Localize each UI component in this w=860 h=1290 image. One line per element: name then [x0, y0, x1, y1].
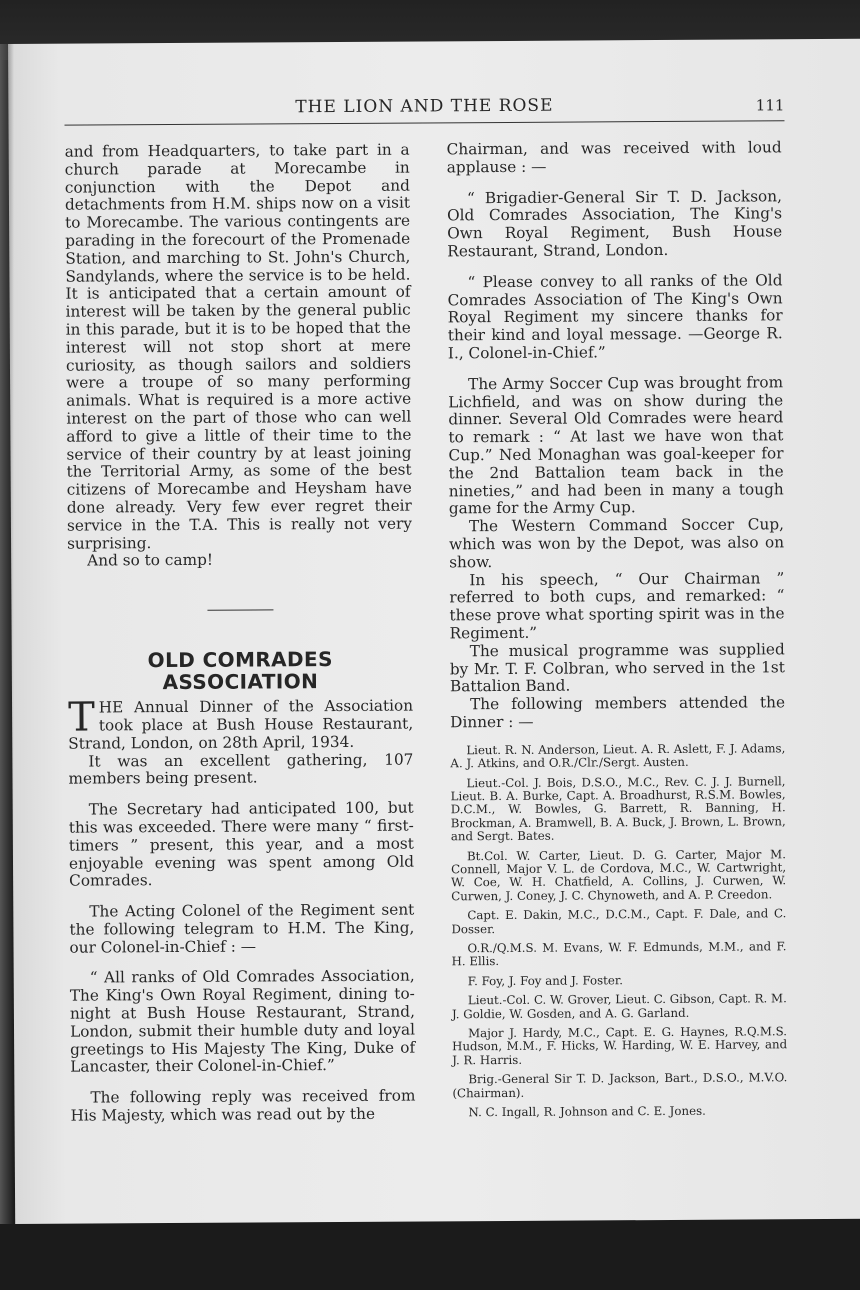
member-entry: Capt. E. Dakin, M.C., D.C.M., Capt. F. Dale, and C. Dosser.	[451, 906, 787, 936]
telegram-intro: The Acting Colonel of the Regiment sent the following telegram to H.M. The King, our Colonel-in-Chief : —	[69, 900, 415, 957]
reply-address: “ Brigadier-General Sir T. D. Jackson, Old Comrades Association, The King's Own Royal Regiment, Bush House Restaurant, Strand, London.	[447, 186, 783, 261]
members-list	[450, 742, 787, 1120]
dropcap-letter: T	[67, 694, 95, 741]
gathering-paragraph: It was an excellent gathering, 107 members being present.	[68, 750, 414, 788]
member-entry: O.R./Q.M.S. M. Evans, W. F. Edmunds, M.M., and F. H. Ellis.	[451, 939, 787, 969]
members-intro: The following members attended the Dinner : —	[450, 693, 786, 732]
running-title: THE LION AND THE ROSE	[295, 95, 554, 118]
soccer-cup-paragraph: The Army Soccer Cup was brought from Lichfield, and was on show during the dinner. Several Old Comrades were heard to remark : “ At last we have won that Cup.” Ned Monaghan was goal-keeper for the 2nd Battalion team back in the nineties,” and had been in many a tough game for the Army Cup.	[448, 373, 784, 518]
speech-paragraph: In his speech, “ Our Chairman ” referred to both cups, and remarked: “ these prove what sporting spirit was in the Regiment.”	[449, 568, 785, 643]
member-entry: Major J. Hardy, M.C., Capt. E. G. Haynes, R.Q.M.S. Hudson, M.M., F. Hicks, W. Harding, W. E. Harvey, and J. R. Harris.	[452, 1024, 788, 1068]
member-entry: F. Foy, J. Foy and J. Foster.	[467, 973, 623, 989]
secretary-paragraph: The Secretary had anticipated 100, but this was exceeded. There were many “ first-timers ” present, this year, and a most enjoyable evening was spent among Old Comrades.	[68, 798, 415, 890]
dinner-text: HE Annual Dinner of the Association took place at Bush House Restaurant, Strand, London, on 28th April, 1934.	[68, 696, 414, 753]
section-heading: OLD COMRADES ASSOCIATION	[147, 647, 333, 695]
right-column	[447, 139, 788, 1125]
member-entry: Brig.-General Sir T. D. Jackson, Bart., D.S.O., M.V.O. (Chairman).	[452, 1070, 788, 1100]
member-entry: Lieut. R. N. Anderson, Lieut. A. R. Aslett, F. J. Adams, A. J. Atkins, and O.R./Clr./Sergt. Austen.	[450, 740, 786, 771]
page-header	[64, 94, 784, 125]
left-column	[65, 142, 416, 1126]
member-entry: Lieut.-Col. C. W. Grover, Lieut. C. Gibson, Capt. R. M. J. Goldie, W. Gosden, and A. G. Garland.	[451, 991, 787, 1021]
page-number: 111	[755, 96, 785, 115]
magazine-page	[8, 39, 860, 1224]
music-paragraph: The musical programme was supplied by Mr. T. F. Colbran, who served in the 1st Battalion Band.	[449, 639, 785, 696]
binding-shadow	[0, 44, 14, 1224]
member-entry: Bt.Col. W. Carter, Lieut. D. G. Carter, Major M. Connell, Major V. L. de Cordova, M.C., W. Cartwright, W. Coe, W. H. Chatfield, A. Collins, J. Curwen, W. Curwen, J. Coney, J. C. Chynoweth, and A. P. Creedon.	[451, 846, 787, 904]
western-cup-paragraph: The Western Command Soccer Cup, which was won by the Depot, was also on show.	[449, 515, 785, 572]
dinner-paragraph	[67, 694, 414, 753]
closing-line: And so to camp!	[87, 551, 214, 570]
section-divider	[207, 610, 273, 611]
intro-paragraph: and from Headquarters, to take part in a church parade at Morecambe in conjunction with the Depot and detachments from H.M. ships now on a visit to Morecambe. The various contingents are parading in the forecourt of the Promenade Station, and marching to St. John's Church, Sandylands, where the service is to be held. It is anticipated that a certain amount of interest will be taken by the general public in this parade, but it is to be hoped that the interest will not stop short at mere curiosity, as though sailors and soldiers were a troupe of so many performing animals. What is required is a more active interest on the part of those who can well afford to give a little of their time to the service of their country by at least joining the Territorial Army, as some of the best citizens of Morecambe and Heysham have done already. Very few ever regret their service in the T.A. This is really not very surprising.	[64, 140, 412, 553]
member-entry: N. C. Ingall, R. Johnson and C. E. Jones.	[468, 1103, 706, 1120]
reply-message: “ Please convey to all ranks of the Old Comrades Association of The King's Own Royal Regiment my sincere thanks for their kind and loyal message. —George R. I., Colonel-in-Chief.”	[447, 271, 783, 363]
member-entry: Lieut.-Col. J. Bois, D.S.O., M.C., Rev. C. J. J. Burnell, Lieut. B. A. Burke, Capt. A. Broadhurst, R.S.M. Bowles, D.C.M., W. Bowles, G. Barrett, R. Banning, H. Brockman, A. Bramwell, B. A. Buck, J. Brown, L. Brown, and Sergt. Bates.	[450, 773, 786, 844]
reply-continuation: Chairman, and was received with loud applause : —	[446, 138, 782, 177]
reply-intro: The following reply was received from His Majesty, which was read out by the	[70, 1086, 416, 1125]
telegram-text: “ All ranks of Old Comrades Association, The King's Own Royal Regiment, dining to-night at Bush House Restaurant, Strand, London, submit their humble duty and loyal greetings to His Majesty The King, Duke of Lancaster, their Colonel-in-Chief.”	[69, 967, 416, 1077]
